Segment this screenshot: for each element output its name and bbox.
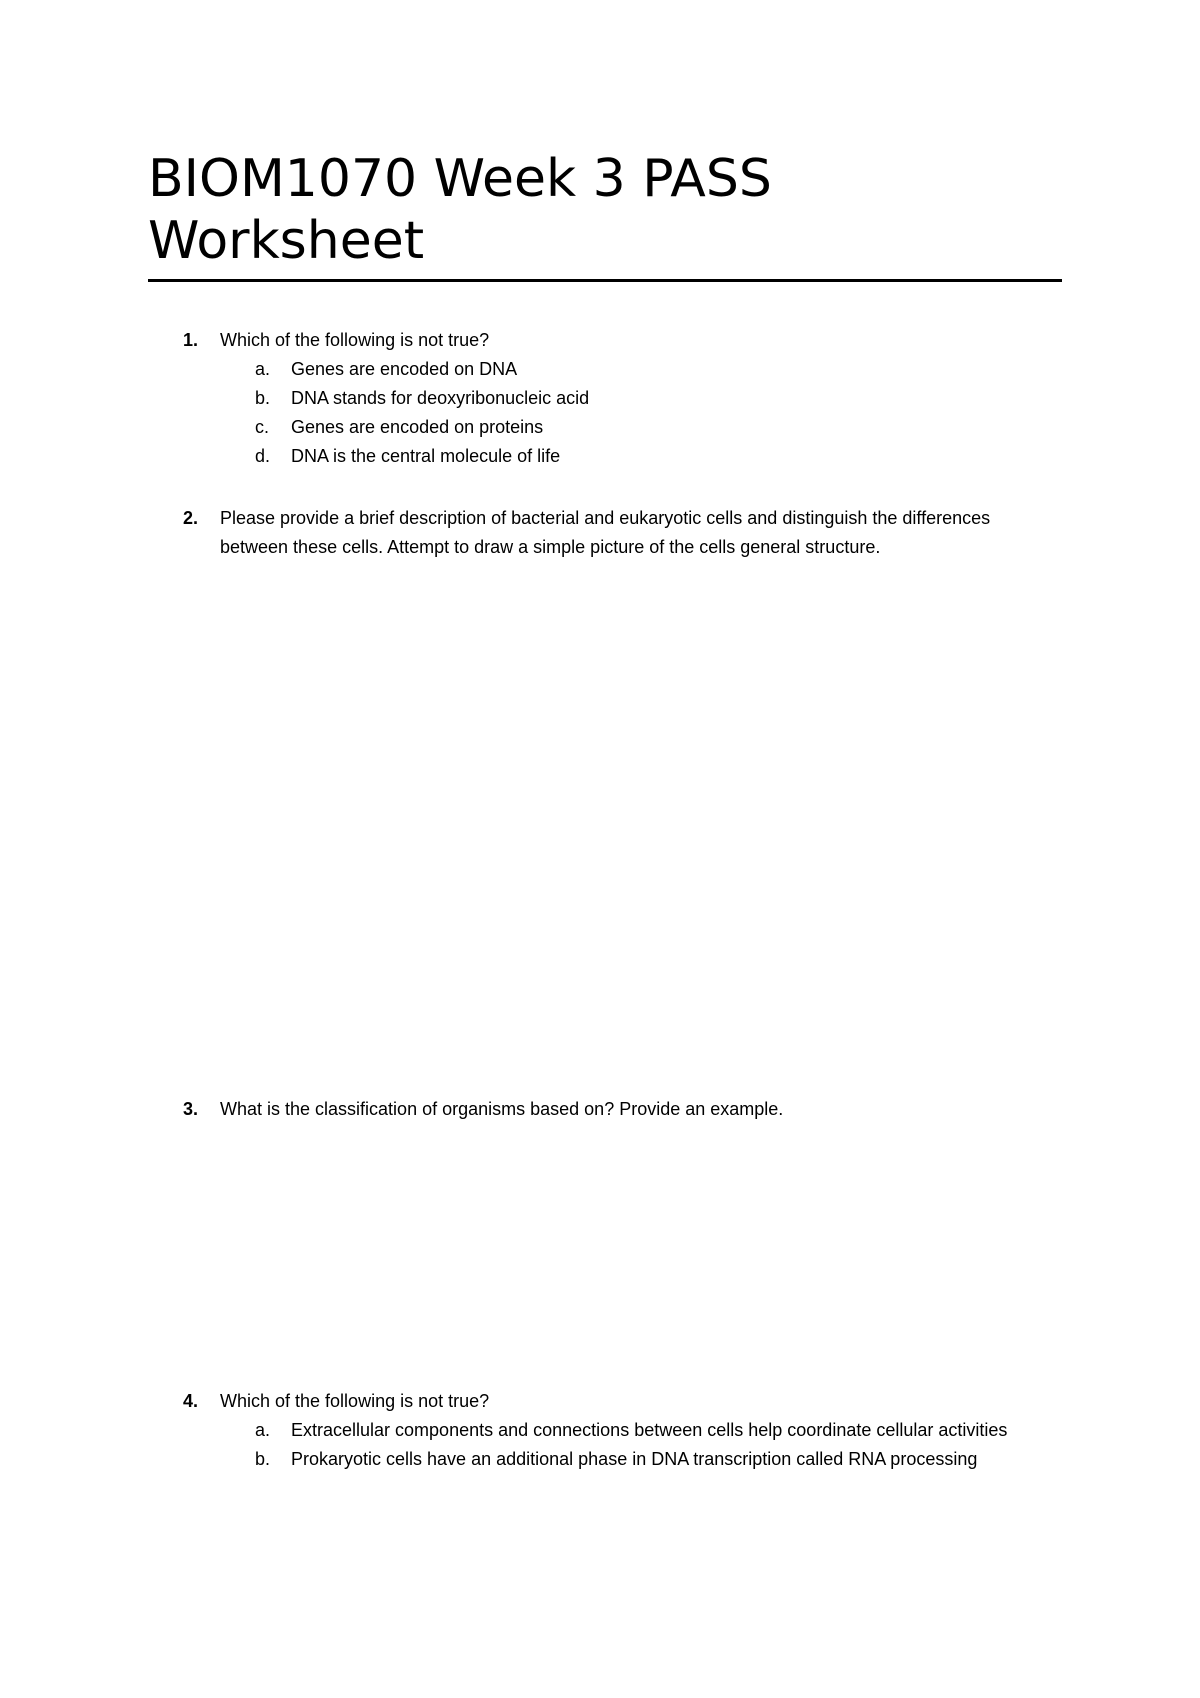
question-4	[148, 1387, 1048, 1474]
answer-option	[148, 384, 1048, 413]
page-title	[148, 148, 1068, 272]
question-text: Which of the following is not true?	[220, 330, 490, 350]
option-text: DNA stands for deoxyribonucleic acid	[291, 388, 590, 408]
option-letter: b.	[255, 1449, 271, 1469]
title-underline	[148, 279, 1062, 282]
option-text: Genes are encoded on proteins	[291, 417, 544, 437]
answer-options	[148, 1416, 1048, 1474]
answer-option	[148, 413, 1048, 442]
option-text: Prokaryotic cells have an additional phase in DNA transcription called RNA processing	[291, 1449, 978, 1469]
question-text: Please provide a brief description of bacterial and eukaryotic cells and distinguish the differences between these cells. Attempt to draw a simple picture of the cells general structure.	[220, 508, 991, 557]
option-text: DNA is the central molecule of life	[291, 446, 561, 466]
answer-option	[148, 355, 1048, 384]
question-number: 3.	[183, 1099, 199, 1119]
question-1	[148, 326, 1048, 471]
answer-option	[148, 442, 1048, 471]
option-letter: d.	[255, 446, 271, 466]
option-text: Extracellular components and connections between cells help coordinate cellular activities	[291, 1420, 1008, 1440]
question-3	[148, 1095, 1048, 1124]
question-2	[148, 504, 1048, 562]
question-number: 1.	[183, 330, 199, 350]
option-letter: c.	[255, 417, 270, 437]
question-text: Which of the following is not true?	[220, 1391, 490, 1411]
title-line-1: BIOM1070 Week 3 PASS	[148, 149, 772, 209]
title-line-2: Worksheet	[148, 211, 425, 271]
answer-option	[148, 1416, 1048, 1445]
option-letter: a.	[255, 359, 271, 379]
option-letter: b.	[255, 388, 271, 408]
answer-option	[148, 1445, 1048, 1474]
answer-options	[148, 355, 1048, 471]
option-text: Genes are encoded on DNA	[291, 359, 518, 379]
question-number: 2.	[183, 508, 199, 528]
option-letter: a.	[255, 1420, 271, 1440]
question-text: What is the classification of organisms based on? Provide an example.	[220, 1099, 784, 1119]
question-number: 4.	[183, 1391, 199, 1411]
